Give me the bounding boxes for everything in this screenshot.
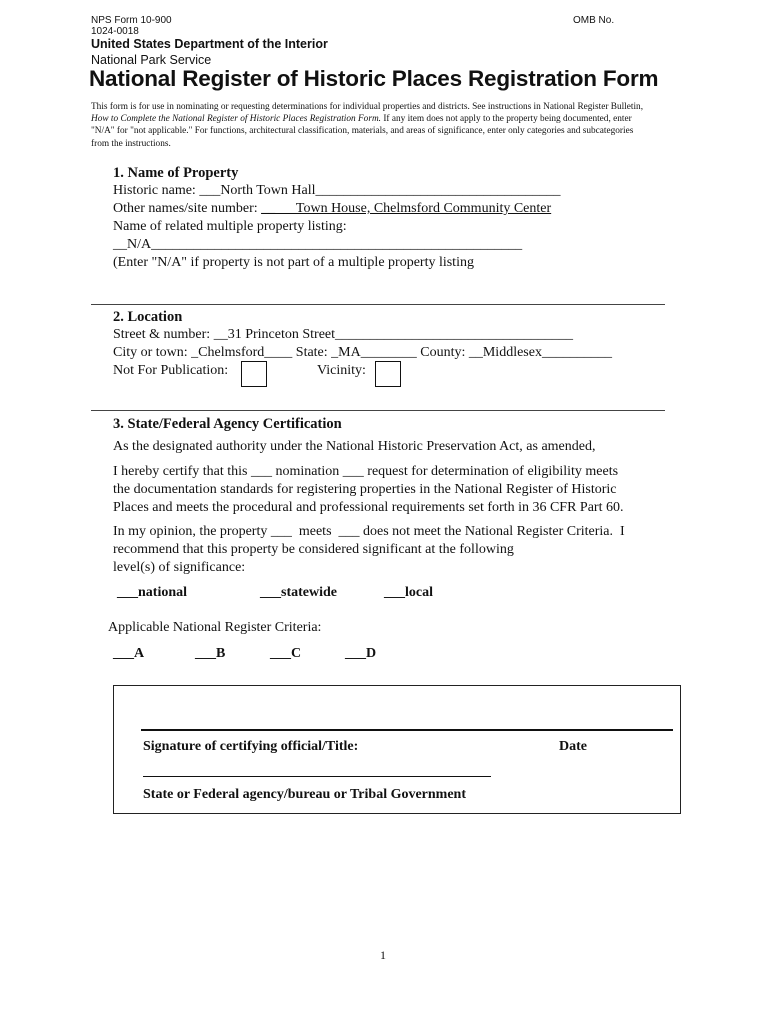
city-field[interactable]: _Chelmsford____ xyxy=(191,345,293,360)
historic-name-field[interactable]: ___North Town Hall___________________________________ xyxy=(199,183,561,198)
other-names-row xyxy=(113,201,551,217)
criteria-a[interactable]: ___A xyxy=(113,646,145,661)
opinion-line3: level(s) of significance: xyxy=(113,560,246,575)
related-listing-label: Name of related multiple property listing: xyxy=(113,219,347,234)
related-listing-field[interactable]: __N/A_____________________________________________________ xyxy=(113,237,523,252)
county-field[interactable]: __Middlesex__________ xyxy=(468,345,612,360)
service-name: National Park Service xyxy=(91,53,212,67)
related-listing-note: (Enter "N/A" if property is not part of a multiple property listing xyxy=(113,255,474,270)
certify-line1: I hereby certify that this ___ nomination ___ request for determination of eligibility meets xyxy=(113,464,619,479)
intro-line4: from the instructions. xyxy=(91,138,171,149)
criteria-b[interactable]: ___B xyxy=(195,646,226,661)
certification-authority-text: As the designated authority under the National Historic Preservation Act, as amended, xyxy=(113,439,596,454)
vicinity-label: Vicinity: xyxy=(317,363,366,378)
level-national[interactable]: ___national xyxy=(117,585,188,600)
section3-heading: 3. State/Federal Agency Certification xyxy=(113,416,342,432)
section1-heading: 1. Name of Property xyxy=(113,165,239,181)
other-names-label: Other names/site number: xyxy=(113,201,258,216)
intro-line1: This form is for use in nominating or requesting determinations for individual properties and districts. See instructions in National Register Bulletin, xyxy=(91,102,644,112)
intro-line2: If any item does not apply to the property being documented, enter xyxy=(381,114,632,125)
department-name: United States Department of the Interior xyxy=(91,37,328,51)
section-divider xyxy=(91,410,665,411)
form-number-line2: 1024-0018 xyxy=(91,26,139,37)
city-label: City or town: xyxy=(113,345,188,360)
agency-line[interactable] xyxy=(143,776,491,777)
page-number: 1 xyxy=(380,948,386,962)
form-number-line1: NPS Form 10-900 xyxy=(91,15,172,26)
not-for-publication-label: Not For Publication: xyxy=(113,363,229,378)
intro-line3: "N/A" for "not applicable." For functions, architectural classification, materials, and areas of significance, enter only categories and subcategories xyxy=(91,126,634,137)
omb-number: OMB No. xyxy=(573,15,615,26)
state-field[interactable]: _MA________ xyxy=(331,345,417,360)
certify-line2: the documentation standards for registering properties in the National Register of Historic xyxy=(113,482,617,497)
form-number xyxy=(91,15,172,37)
opinion-line1: In my opinion, the property ___ meets ___ does not meet the National Register Criteria. I xyxy=(113,524,625,539)
signature-line[interactable] xyxy=(141,729,673,731)
street-field[interactable]: __31 Princeton Street__________________________________ xyxy=(213,327,574,342)
intro-bulletin-title: How to Complete the National Register of Historic Places Registration Form. xyxy=(91,114,381,125)
not-for-publication-checkbox[interactable] xyxy=(241,361,267,387)
street-label: Street & number: xyxy=(113,327,211,342)
intro-paragraph xyxy=(91,101,691,150)
level-local[interactable]: ___local xyxy=(384,585,433,600)
certify-line3: Places and meets the procedural and professional requirements set forth in 36 CFR Part 60. xyxy=(113,500,624,515)
criteria-d[interactable]: ___D xyxy=(345,646,377,661)
city-row xyxy=(113,345,612,361)
signature-label: Signature of certifying official/Title: xyxy=(143,739,359,754)
state-label: State: xyxy=(295,345,328,360)
county-label: County: xyxy=(420,345,466,360)
other-names-field[interactable]: __ Town House, Chelmsford Community Center xyxy=(261,201,552,216)
street-row xyxy=(113,327,573,343)
section2-heading: 2. Location xyxy=(113,309,183,325)
criteria-c[interactable]: ___C xyxy=(270,646,302,661)
historic-name-label: Historic name: xyxy=(113,183,196,198)
opinion-line2: recommend that this property be considered significant at the following xyxy=(113,542,514,557)
criteria-label: Applicable National Register Criteria: xyxy=(108,620,322,635)
vicinity-checkbox[interactable] xyxy=(375,361,401,387)
level-statewide[interactable]: ___statewide xyxy=(260,585,337,600)
section-divider xyxy=(91,304,665,305)
historic-name-row xyxy=(113,183,561,199)
page-title: National Register of Historic Places Registration Form xyxy=(89,66,659,91)
date-label: Date xyxy=(559,739,587,754)
agency-label: State or Federal agency/bureau or Tribal Government xyxy=(143,787,467,802)
